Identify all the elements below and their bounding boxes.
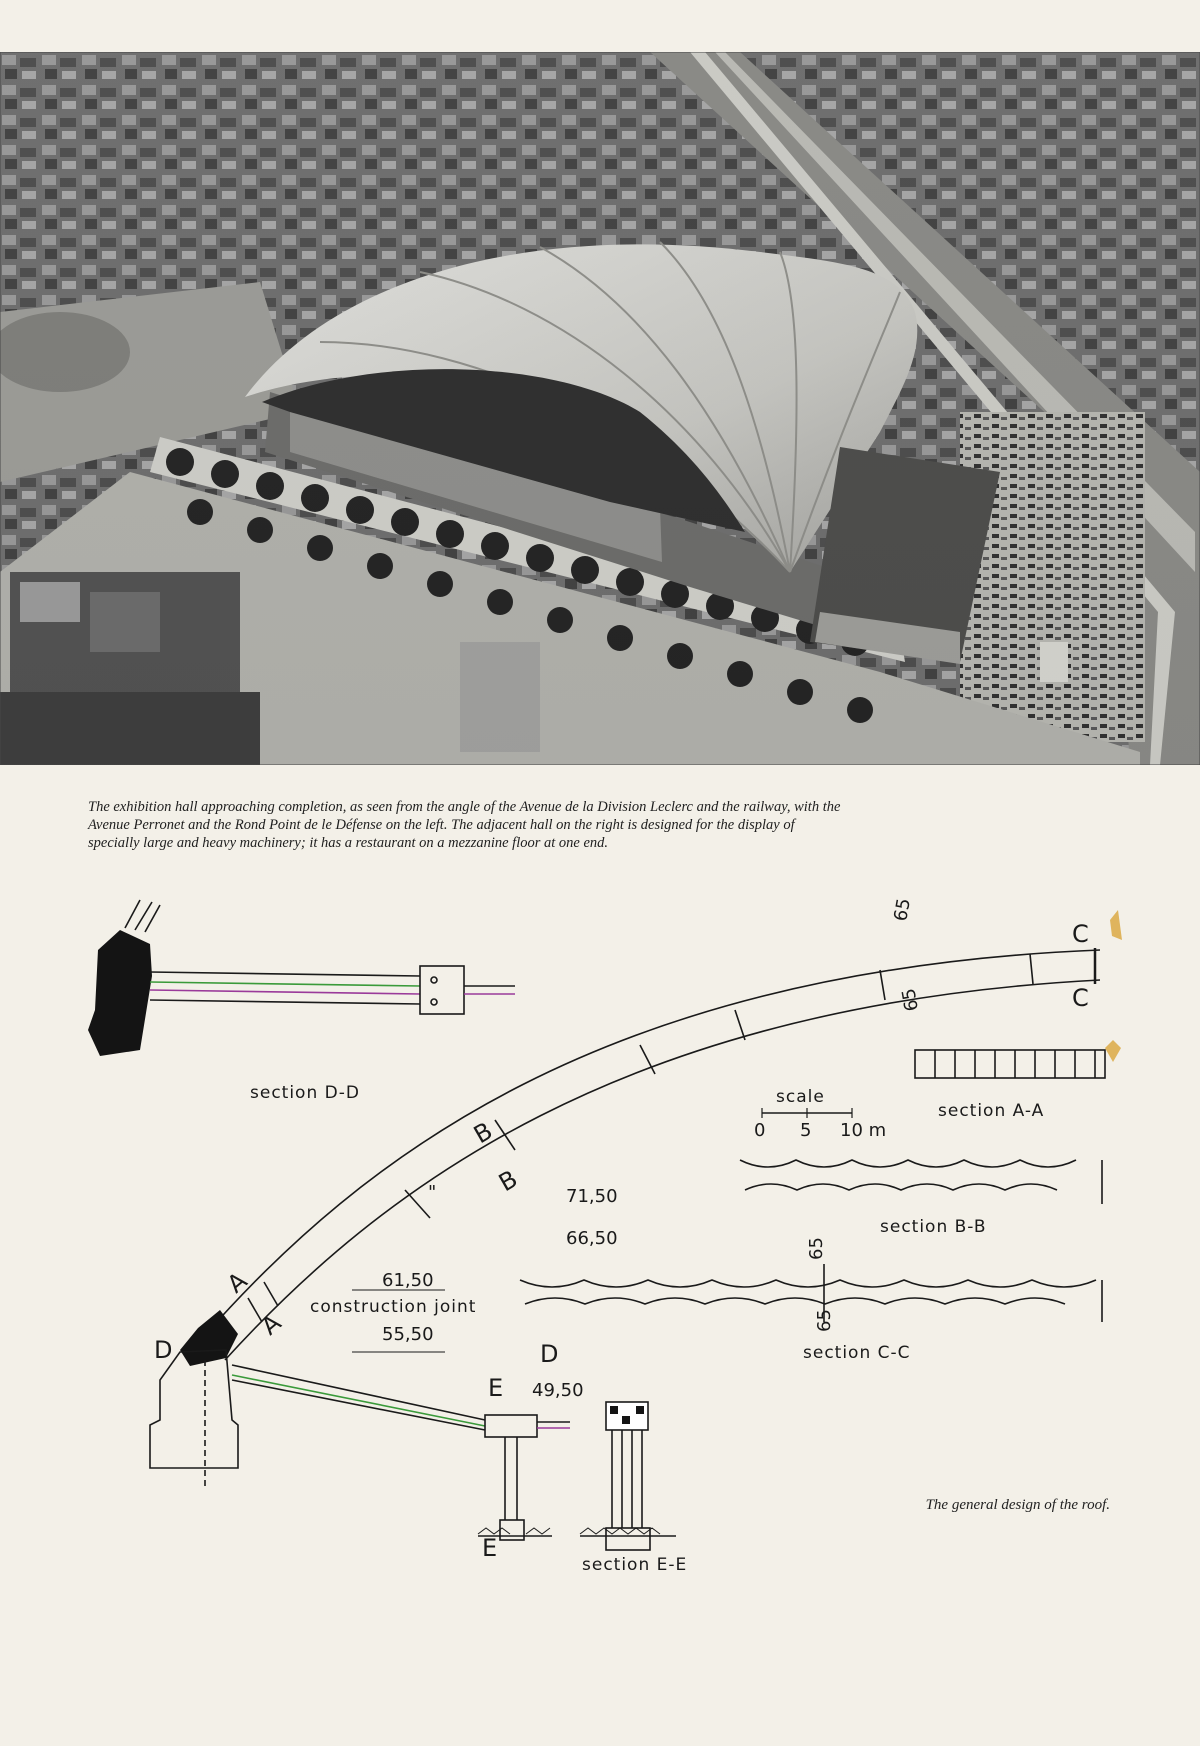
elevation-55-50: 55,50 — [382, 1324, 434, 1345]
dimension-65-cc-lower: 65 — [814, 1309, 835, 1332]
section-ee-drawing — [580, 1402, 676, 1550]
section-bb-drawing — [740, 1160, 1102, 1204]
dimension-65-arch-lower: 65 — [898, 986, 923, 1013]
base-pier-drawing — [150, 1350, 570, 1540]
section-ee-label: section E-E — [582, 1555, 688, 1575]
construction-joint-label: construction joint — [310, 1297, 477, 1317]
section-dd-drawing — [88, 900, 515, 1056]
photo-caption: The exhibition hall approaching completion, as seen from the angle of the Avenue de la Division Leclerc and the railway, with the Avenue Perronet and the Rond Point de le Défense on the left. The adjacent hall on the right is designed for the display of specially large and heavy machinery; it has a restaurant on a mezzanine floor at one end. — [88, 799, 841, 851]
scale-tick-5: 5 — [800, 1120, 812, 1141]
elevation-61-50: 61,50 — [382, 1270, 434, 1291]
section-bb-label: section B-B — [880, 1217, 987, 1237]
scale-tick-10: 10 m — [840, 1120, 887, 1141]
section-cc-label: section C-C — [803, 1343, 911, 1363]
scale-tick-0: 0 — [754, 1120, 766, 1141]
section-cc-drawing — [520, 1264, 1102, 1322]
section-mark-e-lower: E — [482, 1534, 498, 1562]
section-mark-b-lower: B — [494, 1164, 523, 1198]
section-aa-label: section A-A — [938, 1101, 1045, 1121]
section-mark-c-upper: C — [1072, 920, 1089, 948]
aerial-photo — [0, 52, 1200, 765]
section-mark-d-left: D — [154, 1336, 173, 1364]
roof-design-drawing — [0, 860, 1200, 1580]
section-mark-a-upper: A — [221, 1266, 253, 1299]
dimension-65-cc-upper: 65 — [806, 1237, 827, 1260]
section-mark-d-right: D — [540, 1340, 559, 1368]
section-mark-b-upper: B — [469, 1116, 498, 1150]
elevation-71-50: 71,50 — [566, 1186, 618, 1207]
section-mark-a-lower: A — [255, 1308, 287, 1341]
roof-design-caption: The general design of the roof. — [925, 1497, 1110, 1513]
section-dd-label: section D-D — [250, 1083, 360, 1103]
section-mark-e-upper: E — [488, 1374, 504, 1402]
elevation-49-50: 49,50 — [532, 1380, 584, 1401]
section-mark-c-lower: C — [1072, 984, 1089, 1012]
scale-label: scale — [776, 1087, 825, 1107]
aerial-photo-illustration — [0, 52, 1200, 765]
dimension-65-arch-upper: 65 — [890, 896, 915, 923]
ditto-mark: " — [428, 1182, 437, 1203]
elevation-66-50: 66,50 — [566, 1228, 618, 1249]
